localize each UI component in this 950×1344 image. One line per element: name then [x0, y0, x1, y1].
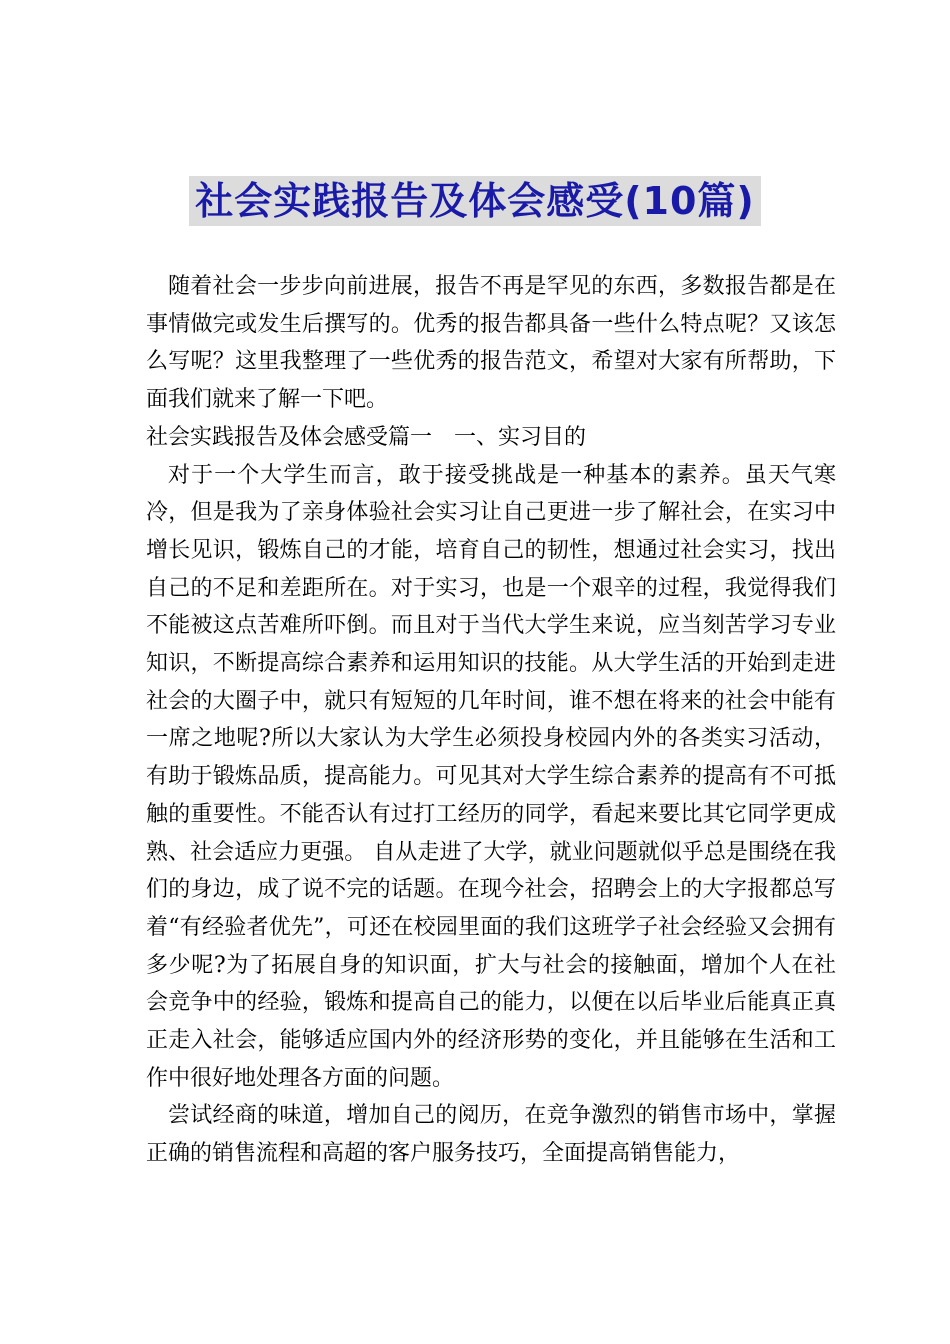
body-paragraph: 尝试经商的味道，增加自己的阅历，在竞争激烈的销售市场中，掌握正确的销售流程和高超的客户服务技巧，全面提高销售能力，	[146, 1103, 836, 1167]
document-title: 社会实践报告及体会感受(10篇)	[189, 176, 761, 226]
title-container	[0, 176, 950, 226]
document-body	[146, 268, 836, 1173]
intro-paragraph: 随着社会一步步向前进展，报告不再是罕见的东西，多数报告都是在事情做完或发生后撰写的。优秀的报告都具备一些什么特点呢？又该怎么写呢？这里我整理了一些优秀的报告范文，希望对大家有所帮助，下面我们就来了解一下吧。	[146, 274, 836, 413]
body-paragraph: 对于一个大学生而言，敢于接受挑战是一种基本的素养。虽天气寒冷，但是我为了亲身体验社会实习让自己更进一步了解社会，在实习中增长见识，锻炼自己的才能，培育自己的韧性，想通过社会实习，找出自己的不足和差距所在。对于实习，也是一个艰辛的过程，我觉得我们不能被这点苦难所吓倒。而且对于当代大学生来说，应当刻苦学习专业知识，不断提高综合素养和运用知识的技能。从大学生活的开始到走进社会的大圈子中，就只有短短的几年时间，谁不想在将来的社会中能有一席之地呢?所以大家认为大学生必须投身校园内外的各类实习活动，有助于锻炼品质，提高能力。可见其对大学生综合素养的提高有不可抵触的重要性。不能否认有过打工经历的同学，看起来要比其它同学更成熟、社会适应力更强。 自从走进了大学，就业问题就似乎总是围绕在我们的身边，成了说不完的话题。在现今社会，招聘会上的大字报都总写着“有经验者优先”，可还在校园里面的我们这班学子社会经验又会拥有多少呢?为了拓展自身的知识面，扩大与社会的接触面，增加个人在社会竞争中的经验，锻炼和提高自己的能力，以便在以后毕业后能真正真正走入社会，能够适应国内外的经济形势的变化，并且能够在生活和工作中很好地处理各方面的问题。	[146, 462, 836, 1091]
section-heading: 社会实践报告及体会感受篇一 一、实习目的	[146, 424, 587, 450]
